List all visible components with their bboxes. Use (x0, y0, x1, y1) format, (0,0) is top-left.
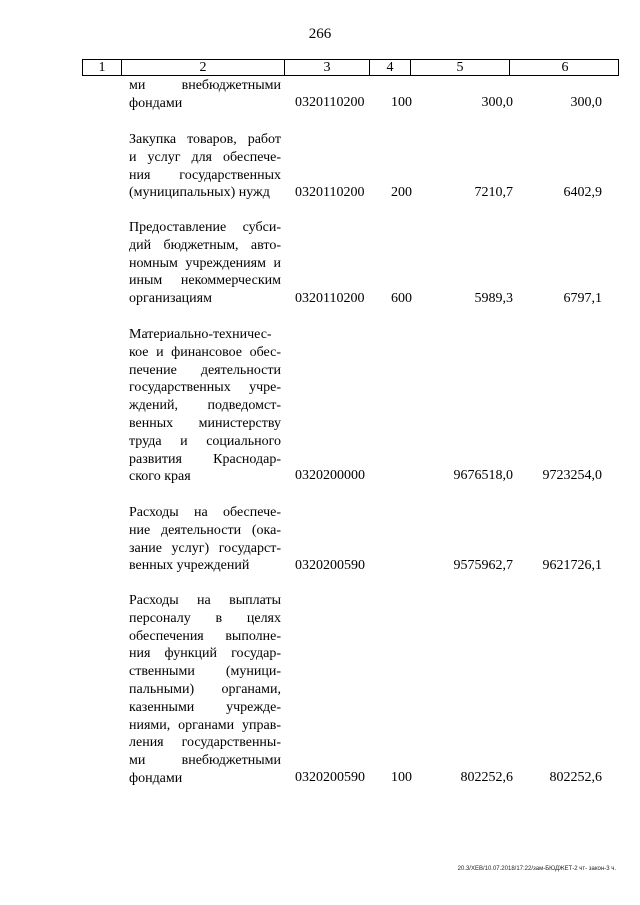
desc-line: дий бюджетным, авто- (129, 237, 281, 253)
desc-line: Закупка товаров, работ (129, 132, 281, 147)
desc-line: пальными) органами, (129, 681, 281, 697)
desc-line: зание услуг) государст- (129, 540, 281, 556)
header-col-2: 2 (121, 60, 284, 75)
row-code: 0320110200 (295, 291, 365, 306)
desc-line: развития Краснодар- (129, 451, 281, 467)
row-code: 0320110200 (295, 185, 365, 200)
desc-line: обеспечения выполне- (129, 628, 281, 644)
desc-line: ждений, подведомст- (129, 398, 281, 414)
row-expense-type: 100 (391, 95, 412, 110)
desc-line: Предоставление субси- (129, 220, 281, 235)
desc-line: Расходы на обеспече- (129, 505, 281, 520)
desc-line: и услуг для обеспече- (129, 149, 281, 165)
row-amount-2: 9723254,0 (542, 468, 602, 483)
desc-line: ниями, органами управ- (129, 717, 281, 733)
row-amount-2: 6797,1 (563, 291, 602, 306)
row-description (129, 77, 281, 113)
header-col-1: 1 (98, 60, 106, 75)
header-col-6: 6 (509, 60, 620, 75)
row-expense-type: 200 (391, 185, 412, 200)
row-amount-1: 300,0 (481, 95, 513, 110)
row-amount-2: 6402,9 (563, 185, 602, 200)
desc-line: персоналу в целях (129, 610, 281, 626)
footer-stamp: 20.3/ХЕВ/10.07.2018/17:22/зам-БЮДЖЕТ-2 чт- закон-3 ч. (457, 866, 616, 872)
desc-line: номным учреждениям и (129, 255, 281, 271)
desc-line: организациям (129, 291, 212, 307)
desc-line: иным некоммерческим (129, 273, 281, 289)
row-amount-1: 9575962,7 (453, 558, 513, 573)
row-amount-2: 802252,6 (549, 770, 602, 785)
row-description (129, 219, 281, 308)
desc-line: Расходы на выплаты (129, 593, 281, 608)
desc-line: казенными учрежде- (129, 699, 281, 715)
desc-line: кое и финансовое обес- (129, 344, 281, 360)
desc-line: ния государственных (129, 167, 281, 183)
page-number: 266 (308, 26, 332, 42)
row-amount-2: 300,0 (570, 95, 602, 110)
row-amount-1: 9676518,0 (453, 468, 513, 483)
desc-line: ние деятельности (ока- (129, 522, 281, 538)
header-col-4: 4 (369, 60, 410, 75)
desc-line: фондами (129, 95, 183, 111)
row-code: 0320110200 (295, 95, 365, 110)
desc-line: (муниципальных) нужд (129, 185, 270, 201)
desc-line: ления государственны- (129, 735, 281, 751)
desc-line: ственными (муници- (129, 664, 281, 680)
desc-line: труда и социального (129, 433, 281, 449)
desc-line: ми внебюджетными (129, 753, 281, 769)
desc-line: ского края (129, 469, 191, 485)
row-amount-1: 802252,6 (460, 770, 513, 785)
desc-line: Материально-техничес- (129, 327, 272, 342)
row-code: 0320200590 (295, 558, 365, 573)
row-description (129, 326, 281, 486)
row-expense-type: 100 (391, 770, 412, 785)
table-header (82, 59, 619, 76)
row-code: 0320200590 (295, 770, 365, 785)
desc-line: фондами (129, 770, 183, 786)
row-description (129, 131, 281, 202)
desc-line: венных учреждений (129, 558, 250, 574)
desc-line: государственных учре- (129, 380, 281, 396)
header-col-5: 5 (410, 60, 509, 75)
row-description (129, 504, 281, 575)
desc-line: ми внебюджетными (129, 78, 281, 93)
row-description (129, 592, 281, 788)
desc-line: печение деятельности (129, 362, 281, 378)
desc-line: венных министерству (129, 415, 281, 431)
row-amount-1: 7210,7 (474, 185, 513, 200)
row-expense-type: 600 (391, 291, 412, 306)
row-code: 0320200000 (295, 468, 365, 483)
header-col-3: 3 (284, 60, 369, 75)
row-amount-1: 5989,3 (474, 291, 513, 306)
desc-line: ния функций государ- (129, 646, 281, 662)
row-amount-2: 9621726,1 (542, 558, 602, 573)
